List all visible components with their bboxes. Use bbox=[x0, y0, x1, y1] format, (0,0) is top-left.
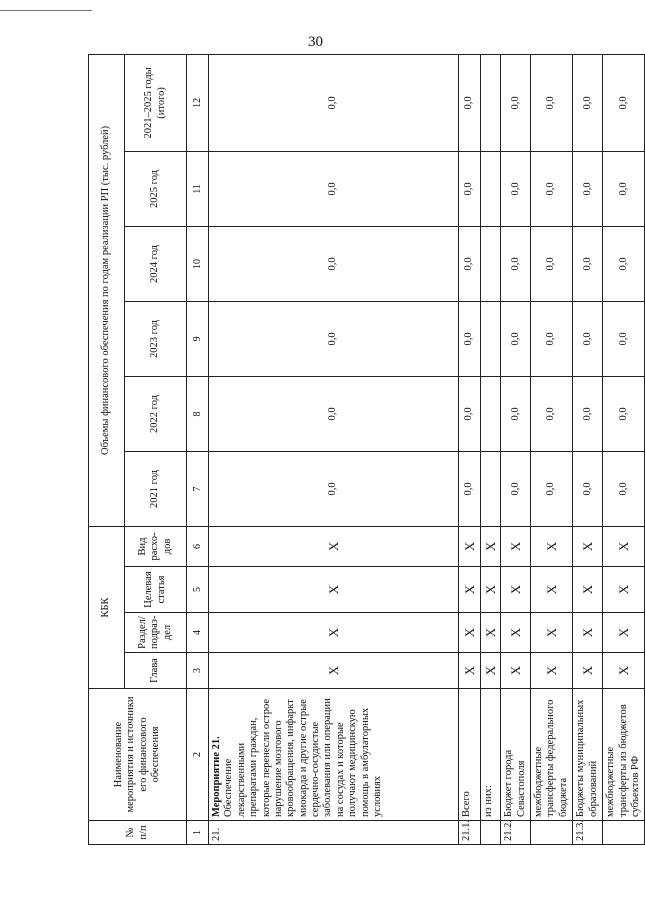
value-cell: 0,0 bbox=[501, 151, 531, 226]
row-name: Бюджет города Севастополя bbox=[503, 749, 527, 817]
value-cell: 0,0 bbox=[531, 451, 573, 526]
kbk-cell: X bbox=[501, 526, 531, 566]
table-row bbox=[501, 54, 531, 844]
value-cell: 0,0 bbox=[603, 376, 645, 451]
value-cell: 0,0 bbox=[459, 54, 481, 151]
value-cell bbox=[481, 301, 501, 376]
value-cell: 0,0 bbox=[603, 451, 645, 526]
value-cell bbox=[481, 54, 501, 151]
header-year-col: 2024 год bbox=[125, 226, 187, 301]
value-cell: 0,0 bbox=[459, 301, 481, 376]
table-row bbox=[531, 54, 573, 844]
kbk-cell: X bbox=[531, 613, 573, 653]
kbk-cell: X bbox=[481, 653, 501, 689]
row-number bbox=[603, 821, 645, 845]
row-name-cell bbox=[501, 689, 531, 821]
header-kbk-col: Вид расхо- дов bbox=[125, 526, 187, 566]
column-number: 4 bbox=[187, 613, 209, 653]
kbk-cell: X bbox=[209, 613, 459, 653]
corner-rule bbox=[0, 10, 92, 11]
column-number: 9 bbox=[187, 301, 209, 376]
kbk-cell: X bbox=[531, 526, 573, 566]
header-kbk-col: Глава bbox=[125, 653, 187, 689]
value-cell: 0,0 bbox=[573, 54, 603, 151]
row-number: 21. bbox=[209, 821, 459, 845]
table-row bbox=[603, 54, 645, 844]
rotated-table-area bbox=[88, 55, 641, 845]
kbk-cell: X bbox=[603, 613, 645, 653]
kbk-cell: X bbox=[603, 567, 645, 613]
table-row bbox=[481, 54, 501, 844]
row-name-cell bbox=[209, 689, 459, 821]
row-name-cell bbox=[531, 689, 573, 821]
row-name: межбюджетные трансферты из бюджетов субъектов РФ bbox=[605, 704, 641, 817]
row-name-cell bbox=[603, 689, 645, 821]
value-cell: 0,0 bbox=[501, 301, 531, 376]
kbk-cell: X bbox=[459, 613, 481, 653]
row-number: 21.1. bbox=[459, 821, 481, 845]
column-number: 11 bbox=[187, 151, 209, 226]
value-cell: 0,0 bbox=[531, 376, 573, 451]
row-number bbox=[481, 821, 501, 845]
header-num: № п/п bbox=[89, 821, 187, 845]
table-row bbox=[459, 54, 481, 844]
value-cell: 0,0 bbox=[603, 151, 645, 226]
row-name: Всего bbox=[461, 791, 472, 817]
row-name-cell bbox=[573, 689, 603, 821]
row-name: из них: bbox=[483, 785, 494, 817]
value-cell: 0,0 bbox=[573, 301, 603, 376]
kbk-cell: X bbox=[603, 526, 645, 566]
value-cell: 0,0 bbox=[531, 54, 573, 151]
value-cell: 0,0 bbox=[459, 451, 481, 526]
kbk-cell: X bbox=[531, 653, 573, 689]
header-year-col: 2021–2025 годы (итого) bbox=[125, 54, 187, 151]
value-cell: 0,0 bbox=[209, 54, 459, 151]
kbk-cell: X bbox=[573, 613, 603, 653]
column-number: 10 bbox=[187, 226, 209, 301]
header-year-col: 2023 год bbox=[125, 301, 187, 376]
page-number: 30 bbox=[308, 34, 323, 50]
column-number: 7 bbox=[187, 451, 209, 526]
column-number: 8 bbox=[187, 376, 209, 451]
value-cell: 0,0 bbox=[501, 451, 531, 526]
row-number: 21.3. bbox=[573, 821, 603, 845]
kbk-cell: X bbox=[209, 526, 459, 566]
header-name: Наименование мероприятия и источники его финансового обеспечения bbox=[89, 689, 187, 821]
value-cell: 0,0 bbox=[573, 376, 603, 451]
row-name-cell bbox=[459, 689, 481, 821]
kbk-cell: X bbox=[573, 653, 603, 689]
kbk-cell: X bbox=[501, 653, 531, 689]
value-cell: 0,0 bbox=[531, 226, 573, 301]
value-cell: 0,0 bbox=[459, 151, 481, 226]
header-funding: Объемы финансового обеспечения по годам реализации РП (тыс. рублей) bbox=[89, 54, 125, 526]
value-cell: 0,0 bbox=[573, 151, 603, 226]
header-kbk: КБК bbox=[89, 526, 125, 688]
value-cell bbox=[481, 151, 501, 226]
kbk-cell: X bbox=[501, 567, 531, 613]
row-title: Мероприятие 21. bbox=[211, 736, 222, 817]
value-cell bbox=[481, 376, 501, 451]
column-number: 2 bbox=[187, 689, 209, 821]
header-year-col: 2022 год bbox=[125, 376, 187, 451]
row-name: Бюджеты муниципальных образований bbox=[575, 699, 599, 817]
value-cell: 0,0 bbox=[209, 151, 459, 226]
value-cell: 0,0 bbox=[603, 54, 645, 151]
value-cell: 0,0 bbox=[573, 226, 603, 301]
column-number: 12 bbox=[187, 54, 209, 151]
kbk-cell: X bbox=[459, 653, 481, 689]
header-kbk-col: Целевая статья bbox=[125, 567, 187, 613]
header-kbk-col: Раздел/ подраз- дел bbox=[125, 613, 187, 653]
value-cell: 0,0 bbox=[531, 151, 573, 226]
kbk-cell: X bbox=[481, 567, 501, 613]
table-row bbox=[209, 54, 459, 844]
row-name: Обеспечение лекарственными препаратами граждан, которые перенесли острое нарушение мозгового кровообращения, инфаркт миокарда и другие острые сердечно-сосудистые заболевания или операции на сосудах и которые получают медицинскую помощь в амбулаторных условиях bbox=[223, 698, 383, 817]
row-number bbox=[531, 821, 573, 845]
kbk-cell: X bbox=[603, 653, 645, 689]
funding-table bbox=[88, 54, 645, 845]
value-cell: 0,0 bbox=[209, 301, 459, 376]
value-cell: 0,0 bbox=[603, 226, 645, 301]
value-cell: 0,0 bbox=[501, 376, 531, 451]
kbk-cell: X bbox=[481, 613, 501, 653]
value-cell: 0,0 bbox=[603, 301, 645, 376]
column-number: 6 bbox=[187, 526, 209, 566]
value-cell bbox=[481, 451, 501, 526]
table-row bbox=[573, 54, 603, 844]
value-cell: 0,0 bbox=[501, 54, 531, 151]
kbk-cell: X bbox=[459, 526, 481, 566]
row-number: 21.2. bbox=[501, 821, 531, 845]
value-cell: 0,0 bbox=[459, 226, 481, 301]
kbk-cell: X bbox=[209, 653, 459, 689]
kbk-cell: X bbox=[573, 526, 603, 566]
kbk-cell: X bbox=[573, 567, 603, 613]
row-name-cell bbox=[481, 689, 501, 821]
row-name: межбюджетные трансферты федерального бюджета bbox=[533, 699, 569, 817]
value-cell: 0,0 bbox=[209, 451, 459, 526]
column-number: 3 bbox=[187, 653, 209, 689]
value-cell bbox=[481, 226, 501, 301]
header-year-col: 2021 год bbox=[125, 451, 187, 526]
column-number: 5 bbox=[187, 567, 209, 613]
value-cell: 0,0 bbox=[209, 376, 459, 451]
value-cell: 0,0 bbox=[501, 226, 531, 301]
kbk-cell: X bbox=[481, 526, 501, 566]
value-cell: 0,0 bbox=[531, 301, 573, 376]
kbk-cell: X bbox=[459, 567, 481, 613]
kbk-cell: X bbox=[209, 567, 459, 613]
value-cell: 0,0 bbox=[459, 376, 481, 451]
value-cell: 0,0 bbox=[209, 226, 459, 301]
kbk-cell: X bbox=[531, 567, 573, 613]
kbk-cell: X bbox=[501, 613, 531, 653]
column-number: 1 bbox=[187, 821, 209, 845]
header-year-col: 2025 год bbox=[125, 151, 187, 226]
value-cell: 0,0 bbox=[573, 451, 603, 526]
